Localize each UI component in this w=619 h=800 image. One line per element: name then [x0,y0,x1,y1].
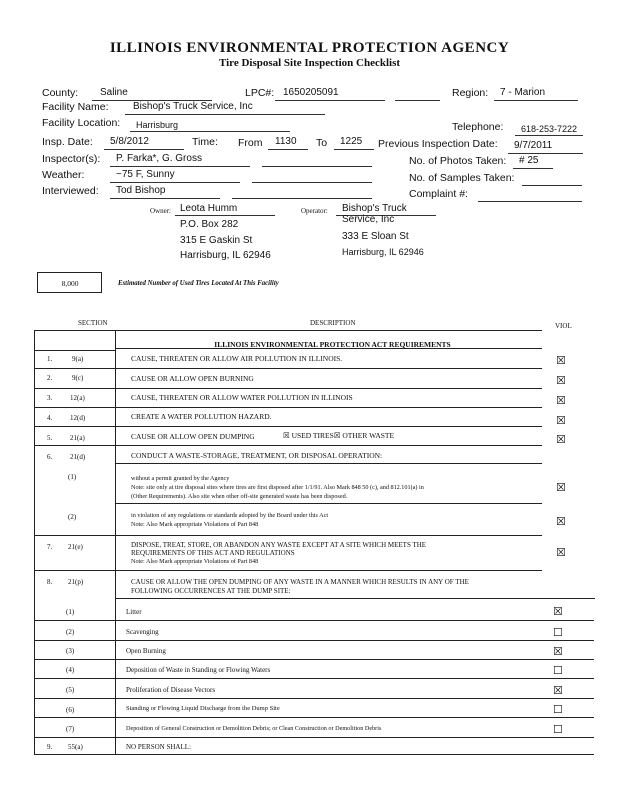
row7-line3: Note: Also Mark appropriate Violations of Part 848 [131,558,259,565]
insp-date-value[interactable]: 5/8/2012 [110,136,149,147]
from-underline [268,149,308,150]
interviewed-label: Interviewed: [42,185,99,197]
row8-sub3-num: (3) [66,647,75,655]
col-viol: VIOL [555,322,572,330]
row5-desc: CAUSE OR ALLOW OPEN DUMPING [131,432,255,441]
row8-sub4-desc: Deposition of Waste in Standing or Flowing Waters [126,666,271,674]
inspectors-value[interactable]: P. Farka*, G. Gross [116,153,202,164]
county-value[interactable]: Saline [100,87,128,98]
row8-sub5-bottom [34,698,594,699]
row5-bottom [34,445,542,446]
insp-date-label: Insp. Date: [42,136,93,148]
weather-underline [110,182,240,183]
row2-checkbox[interactable]: ☒ [556,375,566,387]
interviewed-value[interactable]: Tod Bishop [116,185,166,196]
row1-desc: CAUSE, THREATEN OR ALLOW AIR POLLUTION IN ILLINOIS. [131,354,343,363]
to-value[interactable]: 1225 [340,136,363,147]
row1-checkbox[interactable]: ☒ [556,355,566,367]
row2-bottom [34,388,542,389]
tire-count[interactable]: 8,000 [61,279,79,288]
interviewed-underline [110,198,220,199]
row8-num: 8. [47,578,53,586]
lpc-extra-underline [395,100,440,101]
row8-sub1-checkbox[interactable]: ☒ [553,606,563,618]
county-label: County: [42,87,79,99]
row7-section: 21(e) [68,543,83,551]
region-label: Region: [452,87,489,99]
row6-num: 6. [47,453,53,461]
row8-sub2-checkbox[interactable]: ☐ [553,627,563,639]
form-subtitle: Tire Disposal Site Inspection Checklist [218,57,401,69]
table-bottom [34,754,594,755]
telephone-underline [515,135,583,136]
inspectors-extra-underline [262,166,372,167]
operator-name: Bishop's Truck [342,203,407,214]
operator-city: Harrisburg, IL 62946 [342,247,424,257]
row6-bottom [115,463,542,464]
row6-sub1-checkbox[interactable]: ☒ [556,482,566,494]
owner-addr1: P.O. Box 282 [180,219,239,230]
row8-sub3-checkbox[interactable]: ☒ [553,646,563,658]
row5-section: 21(a) [70,434,85,442]
row2-desc: CAUSE OR ALLOW OPEN BURNING [131,374,254,383]
row8-sub7-num: (7) [66,725,75,733]
row8-sub5-checkbox[interactable]: ☒ [553,685,563,697]
row6-sub1-line1: without a permit granted by the Agency [131,475,230,482]
tire-count-label: Estimated Number of Used Tires Located At This Facility [118,280,279,287]
row1-bottom [34,368,542,369]
facility-location-value[interactable]: Harrisburg [136,120,179,130]
owner-name: Leota Humm [180,203,238,214]
row6-section: 21(d) [70,453,86,461]
row8-sub1-bottom [34,620,594,621]
operator-addr1: 333 E Sloan St [342,231,409,242]
region-value[interactable]: 7 - Marion [500,87,546,98]
weather-value[interactable]: ~75 F, Sunny [116,169,175,180]
row8-sub3-bottom [34,659,594,660]
agency-title: ILLINOIS ENVIRONMENTAL PROTECTION AGENCY [109,40,510,56]
weather-label: Weather: [42,169,85,181]
row8-line1: CAUSE OR ALLOW THE OPEN DUMPING OF ANY WASTE IN A MANNER WHICH RESULTS IN ANY OF THE [131,578,469,586]
row9-section: 55(a) [68,743,83,751]
row8-sub5-num: (5) [66,686,75,694]
interviewed-extra-underline [232,198,372,199]
row7-bottom [34,570,542,571]
owner-city: Harrisburg, IL 62946 [180,250,271,261]
facility-location-label: Facility Location: [42,117,121,129]
row8-sub2-num: (2) [66,628,75,636]
to-label: To [316,137,328,149]
row6-desc: CONDUCT A WASTE-STORAGE, TREATMENT, OR DISPOSAL OPERATION: [131,451,383,460]
row8-sub7-desc: Deposition of General Construction or Demolition Debris; or Clean Construction or Demolition Debris [126,725,382,732]
lpc-value[interactable]: 1650205091 [283,87,339,98]
row6-sub1-line2: Note: site only at tire disposal sites where tires are first disposed after 1/1/91. Also Mark 848 50 (c), and 812.101(a) in [131,484,424,491]
row7-checkbox[interactable]: ☒ [556,547,566,559]
from-value[interactable]: 1130 [275,136,297,147]
row8-sub7-checkbox[interactable]: ☐ [553,724,563,736]
samples-label: No. of Samples Taken: [409,172,515,184]
from-label: From [238,137,263,149]
row7-line1: DISPOSE, TREAT, STORE, OR ABANDON ANY WASTE EXCEPT AT A SITE WHICH MEETS THE [131,541,427,549]
row4-checkbox[interactable]: ☒ [556,415,566,427]
row6-sub2-num: (2) [68,513,77,521]
facility-name-underline [125,114,325,115]
row8-sub5-desc: Proliferation of Disease Vectors [126,686,216,694]
row8-sub6-checkbox[interactable]: ☐ [553,704,563,716]
row5-waste-options[interactable]: ☒ USED TIRES☒ OTHER WASTE [283,431,395,440]
row8-section: 21(p) [68,578,84,586]
row6-sub2-bottom [34,535,542,536]
facility-name-label: Facility Name: [42,101,109,113]
photos-underline [513,168,553,169]
row3-bottom [34,407,542,408]
row2-num: 2. [47,374,53,382]
time-label: Time: [192,136,218,148]
row4-desc: CREATE A WATER POLLUTION HAZARD. [131,412,272,421]
complaint-label: Complaint #: [409,188,468,200]
row6-sub2-checkbox[interactable]: ☒ [556,516,566,528]
insp-date-underline [104,149,184,150]
col-description: DESCRIPTION [310,319,356,327]
inspectors-label: Inspector(s): [42,153,101,165]
table-heading: ILLINOIS ENVIRONMENTAL PROTECTION ACT REQUIREMENTS [214,340,451,349]
telephone-value[interactable]: 618-253-7222 [521,124,578,134]
row6-sub1-line3: (Other Requirements). Also site when other off-site generated waste has been disposed. [131,493,348,500]
row3-checkbox[interactable]: ☒ [556,395,566,407]
weather-extra-underline [252,182,372,183]
row8-sub1-desc: Litter [126,608,142,616]
row1-num: 1. [47,355,53,363]
row3-section: 12(a) [70,394,85,402]
row8-sub4-bottom [34,678,594,679]
row2-section: 9(c) [72,374,84,382]
row8-line2: FOLLOWING OCCURRENCES AT THE DUMP SITE: [131,587,291,595]
lpc-underline [275,100,385,101]
row8-sub6-num: (6) [66,706,75,714]
table-section-divider [115,330,116,755]
header-line [34,330,542,331]
row8-sub1-num: (1) [66,608,75,616]
facility-location-underline [130,131,290,132]
row8-sub3-desc: Open Burning [126,647,166,655]
region-underline [494,100,578,101]
complaint-underline [478,201,582,202]
prev-insp-label: Previous Inspection Date: [378,138,498,150]
telephone-label: Telephone: [452,121,504,133]
row8-sub6-desc: Standing or Flowing Liquid Discharge from the Dump Site [126,705,280,712]
row3-desc: CAUSE, THREATEN OR ALLOW WATER POLLUTION IN ILLINOIS [131,393,353,402]
owner-underline [175,215,275,216]
row3-num: 3. [47,394,53,402]
photos-label: No. of Photos Taken: [409,155,507,167]
row9-desc: NO PERSON SHALL: [126,743,191,751]
samples-underline [522,185,582,186]
operator-name2: Service, Inc [342,214,395,225]
row6-sub2-line1: in violation of any regulations or standards adopted by the Board under this Act [131,512,329,519]
row8-sub4-checkbox[interactable]: ☐ [553,665,563,677]
row8-sub2-bottom [34,640,594,641]
row5-checkbox[interactable]: ☒ [556,434,566,446]
row8-sub4-num: (4) [66,666,75,674]
row4-section: 12(d) [70,414,86,422]
row1-section: 9(a) [72,355,84,363]
photos-value[interactable]: # 25 [519,155,539,166]
operator-label: Operator: [301,207,328,215]
owner-label: Owner: [150,207,171,215]
col-section: SECTION [78,319,108,327]
row4-bottom [34,426,542,427]
row8-sub7-bottom [34,737,594,738]
prev-insp-value[interactable]: 9/7/2011 [514,140,553,151]
facility-name-value[interactable]: Bishop's Truck Service, Inc [133,101,253,112]
inspectors-underline [110,166,250,167]
row6-sub1-bottom [115,503,542,504]
prev-insp-underline [508,153,583,154]
row7-line2: REQUIREMENTS OF THIS ACT AND REGULATIONS [131,549,295,557]
row9-num: 9. [47,743,53,751]
row6-sub1-num: (1) [68,473,77,481]
lpc-label: LPC#: [245,87,275,99]
row8-bottom [115,598,595,599]
row8-sub2-desc: Scavenging [126,628,159,636]
row8-sub6-bottom [34,717,594,718]
row6-sub2-line2: Note: Also Mark appropriate Violations of Part 848 [131,521,259,528]
to-underline [334,149,374,150]
row1-top [34,350,116,351]
heading-line [115,348,542,349]
row4-num: 4. [47,414,53,422]
row7-num: 7. [47,543,53,551]
owner-addr2: 315 E Gaskin St [180,235,253,246]
table-left-border [34,330,35,755]
row5-num: 5. [47,434,53,442]
